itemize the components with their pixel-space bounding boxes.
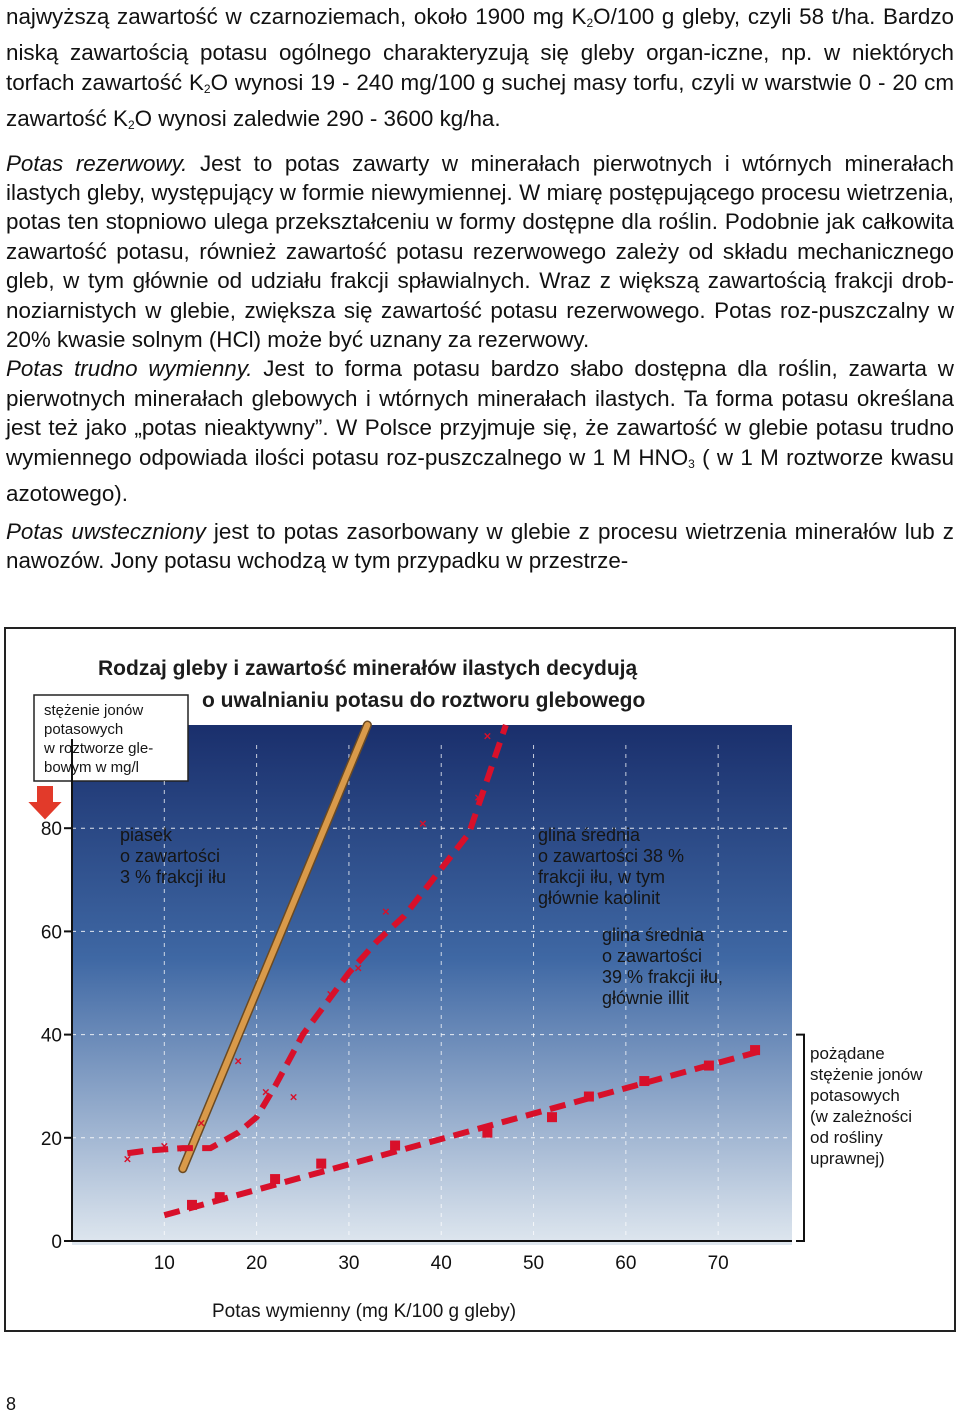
x-tick-label: 30 xyxy=(338,1253,360,1274)
chart-svg xyxy=(6,629,954,1330)
y-label-line: stężenie jonów xyxy=(44,702,144,719)
data-point-cross: × xyxy=(197,1115,206,1131)
annotation-line: od rośliny xyxy=(810,1128,883,1147)
data-point-square xyxy=(547,1112,557,1122)
data-point-cross: × xyxy=(123,1151,132,1167)
text-span: Jest to potas zawarty w minerałach pierwotnych i wtórnych minerałach ilastych gleby, występujący w formie niewymiennej. W miarę postępującego procesu wietrzenia, potas ten stopniowo ulega przekształceniu w formy dostępne dla roślin. Podobnie jak całkowita zawartość potasu, również zawartość potasu rezerwowego zależy od składu mechanicznego gleb, w tym głównie od udziału frakcji spławialnych. Wraz z większą zawartością frakcji drob-noziarnistych w glebie, zwiększa się zawartość potasu rezerwowego. Potas roz-puszczalny w 20% kwasie solnym (HCl) może być uznany za rezerwowy. xyxy=(6,150,954,353)
data-point-cross: × xyxy=(160,1138,169,1154)
paragraph-reserve-potassium xyxy=(6,149,954,355)
text-span: O/100 g gleby, czyli 58 t/ha. Bardzo niską zawartością potasu ogólnego charakteryzują się gleby organ-iczne, np. w niektórych torfach zawartość K xyxy=(6,4,954,95)
data-point-square xyxy=(316,1159,326,1169)
chart-title-line-2: o uwalnianiu potasu do roztworu glebowego xyxy=(202,689,646,712)
paragraph-total-potassium xyxy=(6,2,954,141)
series-label-line: 39 % frakcji iłu, xyxy=(602,967,724,987)
x-tick-label: 40 xyxy=(430,1253,452,1274)
annotation-line: stężenie jonów xyxy=(810,1065,923,1084)
data-point-cross: × xyxy=(234,1053,242,1069)
subscript: 2 xyxy=(127,118,135,133)
series-label-line: piasek xyxy=(120,825,173,845)
annotation-line: pożądane xyxy=(810,1044,885,1063)
data-point-cross: × xyxy=(289,1089,298,1105)
y-axis-label xyxy=(34,695,188,781)
x-tick-label: 10 xyxy=(153,1253,175,1274)
y-tick-label: 60 xyxy=(40,922,62,944)
annotation-line: uprawnej) xyxy=(810,1149,885,1168)
x-tick-label: 70 xyxy=(707,1253,729,1274)
term-reserve-potassium: Potas rezerwowy. xyxy=(6,150,188,176)
annotation-line: potasowych xyxy=(810,1086,900,1105)
series-label-line: glina średnia xyxy=(538,825,641,845)
series-label-line: o zawartości xyxy=(602,946,703,966)
data-point-square xyxy=(270,1174,280,1184)
data-point-square xyxy=(390,1141,400,1151)
data-point-cross: × xyxy=(262,1084,270,1100)
subscript: 2 xyxy=(203,81,211,96)
text-span: najwyższą zawartość w czarnoziemach, około 1900 mg K xyxy=(6,4,587,29)
text-span: ( w 1 M roztworze kwasu azotowego). xyxy=(6,444,955,507)
x-axis-label: Potas wymienny (mg K/100 g gleby) xyxy=(212,1301,517,1322)
data-point-cross: × xyxy=(418,816,427,832)
data-point-cross: × xyxy=(474,790,482,806)
annotation-line: (w zależności xyxy=(810,1107,913,1126)
y-tick-label: 40 xyxy=(40,1025,62,1047)
series-label-line: frakcji iłu, w tym xyxy=(538,867,666,887)
subscript: 2 xyxy=(586,16,594,30)
series-label-line: głównie kaolinit xyxy=(538,888,661,908)
data-point-square xyxy=(584,1092,594,1102)
y-label-line: w roztworze gle- xyxy=(44,740,154,757)
data-point-cross: × xyxy=(483,728,492,744)
data-point-cross: × xyxy=(382,903,390,919)
y-label-line: bowym w mg/l xyxy=(44,759,140,776)
body-text xyxy=(6,2,954,575)
x-tick-label: 50 xyxy=(522,1253,545,1274)
data-point-square xyxy=(704,1061,714,1071)
data-point-square xyxy=(187,1200,197,1210)
text-span: O wynosi 19 - 240 mg/100 g suchej masy torfu, czyli w warstwie 0 - 20 cm zawartość K xyxy=(6,69,954,132)
data-point-square xyxy=(215,1192,225,1202)
y-tick-label: 20 xyxy=(40,1128,62,1150)
chart-title-line-1: Rodzaj gleby i zawartość minerałów ilastych decydują xyxy=(98,657,638,680)
x-tick-label: 60 xyxy=(615,1253,637,1274)
data-point-cross: × xyxy=(326,986,335,1002)
series-label-line: glina średnia xyxy=(602,925,705,945)
chart-figure xyxy=(4,627,956,1332)
text-span: jest to potas zasorbowany w glebie z procesu wietrzenia minerałów lub z nawozów. Jony potasu wchodzą w tym przypadku w przestrze- xyxy=(6,518,954,573)
subscript: 3 xyxy=(688,456,695,471)
y-tick-label: 0 xyxy=(51,1232,62,1253)
data-point-square xyxy=(750,1045,760,1055)
data-point-cross: × xyxy=(178,1141,187,1157)
series-label-line: o zawartości xyxy=(120,846,221,866)
page-number: 8 xyxy=(6,1394,17,1414)
series-label-line: 3 % frakcji iłu xyxy=(120,867,227,887)
data-point-cross: × xyxy=(354,960,362,976)
text-span: O wynosi zaledwie 290 - 3600 kg/ha. xyxy=(134,106,501,132)
y-tick-label: 80 xyxy=(40,819,62,841)
data-point-square xyxy=(482,1128,492,1138)
x-tick-label: 20 xyxy=(246,1253,268,1274)
term-fixed-potassium: Potas uwsteczniony xyxy=(6,518,206,544)
text-span: Jest to forma potasu bardzo słabo dostępna dla roślin, zawarta w pierwotnych minerałach glebowych i wtórnych minerałach ilastych. Ta forma potasu określana jest też jako „potas nieaktywny”. W Polsce przyjmuje się, że zawartość w glebie potasu trudno wymiennego odpowiada ilości potasu roz-puszczalnego w 1 M HNO xyxy=(6,356,954,470)
paragraph-hardly-exchangeable-potassium xyxy=(6,354,954,508)
series-label-line: o zawartości 38 % xyxy=(538,846,685,866)
y-label-line: potasowych xyxy=(44,721,124,738)
series-label-line: głównie illit xyxy=(602,988,690,1008)
term-hardly-exchangeable: Potas trudno wymienny. xyxy=(6,356,253,382)
data-point-square xyxy=(639,1076,649,1086)
paragraph-fixed-potassium xyxy=(6,517,954,576)
